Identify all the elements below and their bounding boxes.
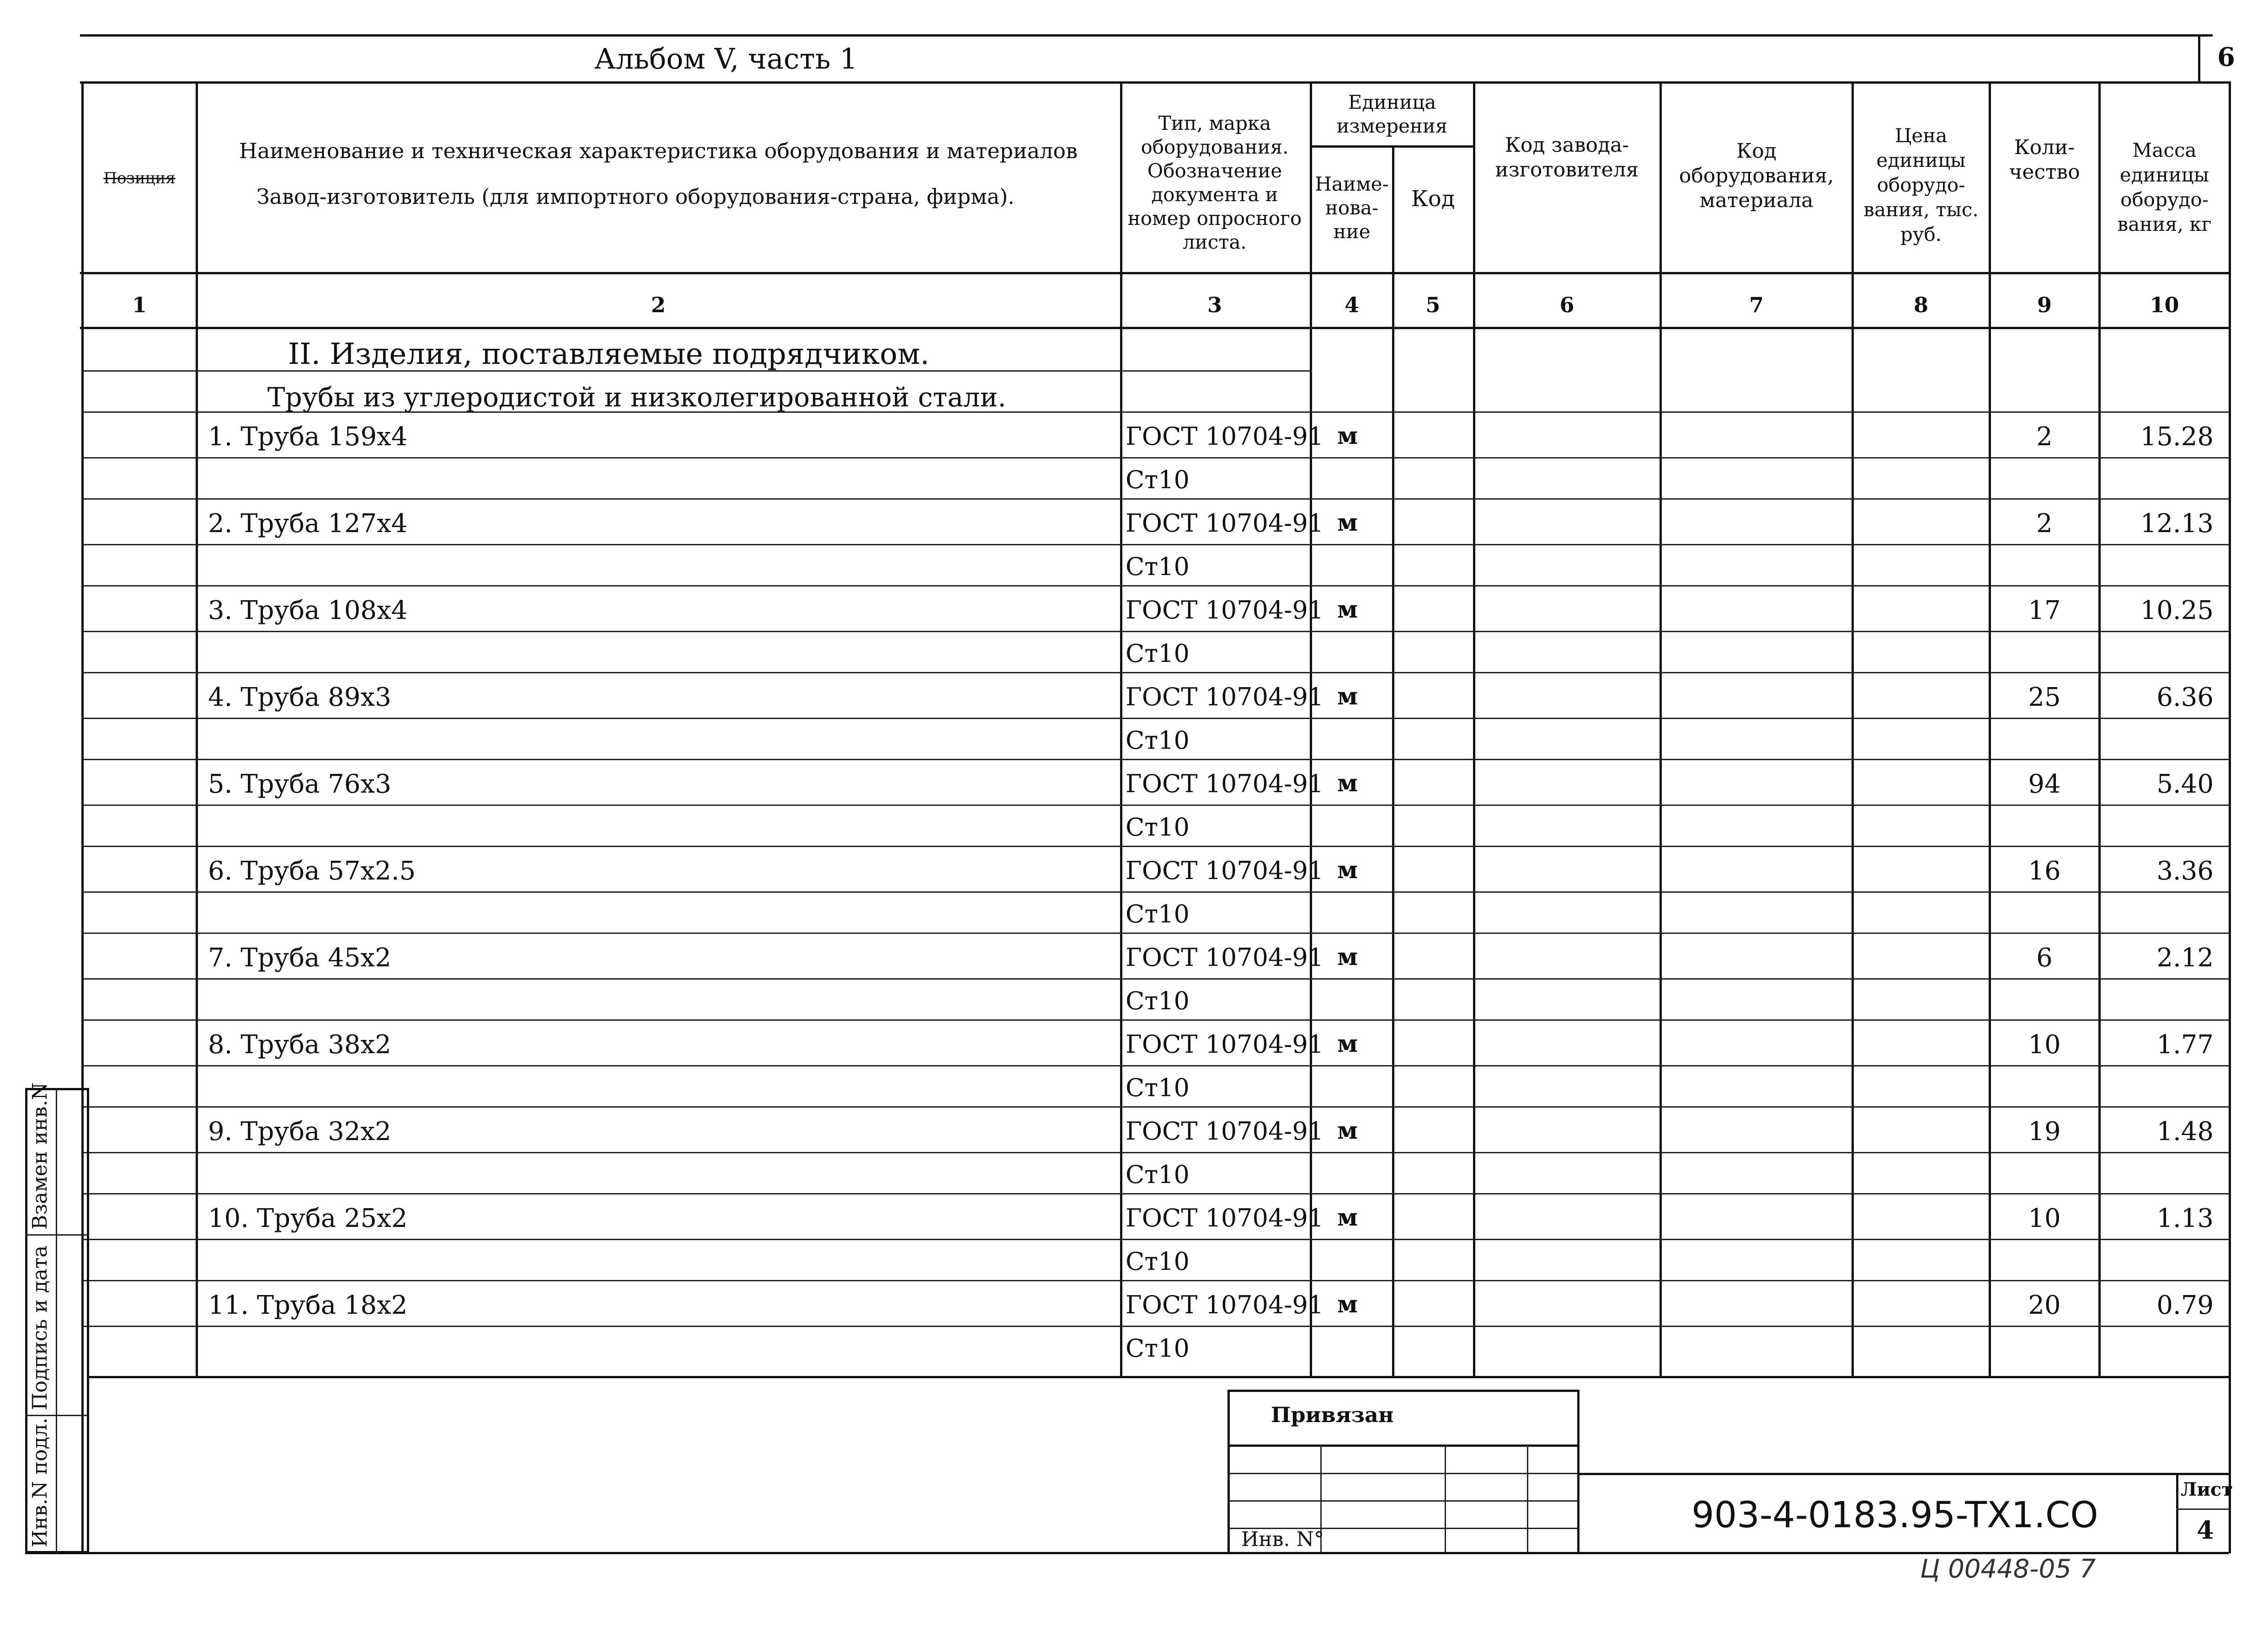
- row-line: [82, 978, 2229, 980]
- item-name: 2. Труба 127x4: [208, 509, 408, 538]
- item-unit: м: [1337, 1204, 1358, 1231]
- item-unit: м: [1337, 856, 1358, 884]
- item-material: Cт10: [1126, 1073, 1190, 1102]
- col2-header-line1: Наименование и техническая характеристика оборудования и материалов: [239, 139, 1078, 163]
- row-line: [82, 498, 2229, 500]
- col3-header: Тип, марка оборудования. Обозначение документа и номер опросного листа.: [1127, 112, 1302, 253]
- sheet-number: 4: [2197, 1515, 2214, 1545]
- col-line-8: [1989, 81, 1991, 1377]
- item-qty: 20: [2028, 1290, 2061, 1320]
- row-line: [82, 1065, 2229, 1066]
- handwritten-code: Ц 00448-05 7: [1920, 1554, 2096, 1584]
- item-name: 5. Труба 76x3: [208, 769, 391, 799]
- col-line-2: [1120, 81, 1122, 1377]
- item-material: Cт10: [1126, 986, 1190, 1015]
- section-title: II. Изделия, поставляемые подрядчиком.: [288, 337, 930, 371]
- colnum-2: 2: [651, 293, 666, 317]
- sheet-box-left: [2176, 1473, 2178, 1553]
- item-mass: 1.13: [2156, 1204, 2214, 1233]
- top-rule: [80, 34, 2213, 37]
- item-doc: ГОСТ 10704-91: [1126, 1204, 1324, 1232]
- item-material: Cт10: [1126, 639, 1190, 668]
- row-line: [82, 1326, 2229, 1327]
- item-material: Cт10: [1126, 900, 1190, 928]
- item-unit: м: [1337, 1030, 1358, 1058]
- item-material: Cт10: [1126, 813, 1190, 842]
- side-label-signature: Подпись и дата: [28, 1245, 52, 1410]
- item-material: Cт10: [1126, 1334, 1190, 1363]
- row-line: [82, 1019, 2229, 1021]
- document-designation: 903-4-0183.95-TX1.CO: [1692, 1495, 2098, 1536]
- side-stamp-divider: [56, 1088, 57, 1553]
- side-label-inv-orig: Инв.N подл.: [28, 1418, 52, 1547]
- col4-header: Наиме-нова-ние: [1315, 173, 1389, 243]
- item-doc: ГОСТ 10704-91: [1126, 682, 1324, 711]
- row-line: [82, 805, 2229, 806]
- item-mass: 12.13: [2140, 509, 2214, 538]
- row-line: [82, 672, 2229, 673]
- item-name: 11. Труба 18x2: [208, 1290, 408, 1320]
- item-unit: м: [1337, 1117, 1358, 1145]
- table-top: [80, 81, 2229, 84]
- row-line: [82, 891, 2229, 893]
- colnum-6: 6: [1559, 293, 1574, 317]
- item-mass: 1.48: [2156, 1117, 2214, 1146]
- item-qty: 10: [2028, 1030, 2061, 1060]
- row-line: [82, 1193, 2229, 1194]
- item-mass: 2.12: [2156, 943, 2214, 973]
- item-doc: ГОСТ 10704-91: [1126, 1290, 1324, 1319]
- col10-header: Масса единицы оборудо-вания, кг: [2117, 139, 2212, 235]
- row-line: [82, 631, 2229, 632]
- side-stamp-line-2: [25, 1415, 89, 1416]
- item-doc: ГОСТ 10704-91: [1126, 1117, 1324, 1146]
- item-mass: 3.36: [2156, 856, 2214, 886]
- colnum-5: 5: [1425, 293, 1441, 317]
- item-qty: 6: [2036, 943, 2053, 973]
- col6-header: Код завода-изготовителя: [1495, 133, 1639, 181]
- colnum-9: 9: [2037, 293, 2052, 317]
- item-doc: ГОСТ 10704-91: [1126, 769, 1324, 798]
- item-name: 3. Труба 108x4: [208, 596, 408, 625]
- col-line-9: [2098, 81, 2101, 1377]
- item-material: Cт10: [1126, 465, 1190, 494]
- stamp-linked-label: Привязан: [1271, 1402, 1394, 1427]
- item-unit: м: [1337, 422, 1358, 450]
- row-line: [82, 411, 2229, 413]
- item-doc: ГОСТ 10704-91: [1126, 596, 1324, 624]
- row-line: [82, 457, 2229, 458]
- item-name: 8. Труба 38x2: [208, 1030, 391, 1060]
- unit-group-header: Единица измерения: [1336, 91, 1448, 137]
- item-doc: ГОСТ 10704-91: [1126, 943, 1324, 972]
- sheet-box-divider: [2176, 1508, 2229, 1510]
- col-line-1: [196, 81, 198, 1377]
- col-line-right: [2229, 81, 2231, 1553]
- row-line: [82, 1106, 2229, 1108]
- row-line: [82, 544, 2229, 545]
- col-line-4: [1392, 145, 1394, 1377]
- row-line: [82, 1280, 2229, 1281]
- item-name: 7. Труба 45x2: [208, 943, 391, 973]
- item-name: 1. Труба 159x4: [208, 422, 408, 452]
- row-line: [82, 846, 2229, 847]
- item-doc: ГОСТ 10704-91: [1126, 422, 1324, 451]
- item-qty: 25: [2028, 682, 2061, 712]
- item-unit: м: [1337, 943, 1358, 971]
- item-unit: м: [1337, 682, 1358, 710]
- item-mass: 5.40: [2156, 769, 2214, 799]
- side-stamp-line-1: [25, 1234, 89, 1236]
- item-material: Cт10: [1126, 726, 1190, 755]
- item-qty: 2: [2036, 422, 2053, 452]
- stamp-inv-label: Инв. N°: [1241, 1528, 1324, 1551]
- stamp-vline-2: [1445, 1444, 1446, 1552]
- col-line-5: [1473, 81, 1475, 1377]
- colnum-4: 4: [1344, 293, 1359, 317]
- col-line-7: [1852, 81, 1854, 1377]
- item-qty: 2: [2036, 509, 2053, 538]
- colnum-1: 1: [132, 293, 147, 317]
- stamp-vline-3: [1527, 1444, 1528, 1552]
- table-header-bottom: [80, 272, 2229, 274]
- page-bottom: [25, 1552, 2229, 1554]
- colnum-3: 3: [1207, 293, 1222, 317]
- item-unit: м: [1337, 769, 1358, 797]
- row-line: [82, 1239, 2229, 1240]
- colnum-bottom: [80, 327, 2229, 329]
- table-bottom: [89, 1376, 2229, 1378]
- colnum-10: 10: [2150, 293, 2179, 317]
- item-material: Cт10: [1126, 1247, 1190, 1276]
- item-material: Cт10: [1126, 552, 1190, 581]
- colnum-7: 7: [1749, 293, 1764, 317]
- item-mass: 10.25: [2140, 596, 2214, 625]
- item-name: 4. Труба 89x3: [208, 682, 391, 712]
- item-qty: 94: [2028, 769, 2061, 799]
- col2-header-line2: Завод-изготовитель (для импортного оборудования-страна, фирма).: [256, 184, 1015, 209]
- item-qty: 17: [2028, 596, 2061, 625]
- page-number: 6: [2217, 42, 2235, 72]
- item-material: Cт10: [1126, 1160, 1190, 1189]
- item-unit: м: [1337, 596, 1358, 624]
- row-line: [82, 585, 2229, 586]
- col7-header: Код оборудования, материала: [1679, 139, 1834, 212]
- item-qty: 19: [2028, 1117, 2061, 1146]
- side-label-replace: Взамен инв.N: [28, 1082, 52, 1230]
- unit-group-divider: [1310, 145, 1474, 148]
- item-mass: 6.36: [2156, 682, 2214, 712]
- row-line: [82, 718, 2229, 719]
- item-name: 9. Труба 32x2: [208, 1117, 391, 1146]
- item-doc: ГОСТ 10704-91: [1126, 856, 1324, 885]
- row-line: [82, 759, 2229, 760]
- col8-header: Цена единицы оборудо-вания, тыс. руб.: [1863, 124, 1979, 245]
- subsection-title: Трубы из углеродистой и низколегированной стали.: [267, 382, 1006, 413]
- col9-header: Коли-чество: [2009, 136, 2080, 184]
- item-mass: 1.77: [2156, 1030, 2214, 1060]
- row-line: [82, 1152, 2229, 1153]
- col-line-3: [1310, 81, 1312, 1377]
- item-doc: ГОСТ 10704-91: [1126, 1030, 1324, 1059]
- item-mass: 0.79: [2156, 1290, 2214, 1320]
- row-line-section: [82, 370, 1312, 372]
- col-line-6: [1660, 81, 1662, 1377]
- stamp-right-line: [1580, 1473, 2229, 1475]
- row-line: [82, 933, 2229, 934]
- item-qty: 10: [2028, 1204, 2061, 1233]
- page-number-box-left: [2198, 34, 2200, 82]
- item-name: 10. Труба 25x2: [208, 1204, 408, 1233]
- item-name: 6. Труба 57x2.5: [208, 856, 416, 886]
- album-title: Альбом V, часть 1: [594, 42, 858, 75]
- item-unit: м: [1337, 509, 1358, 537]
- item-unit: м: [1337, 1290, 1358, 1318]
- item-qty: 16: [2028, 856, 2061, 886]
- sheet-label: Лист: [2181, 1479, 2233, 1500]
- item-mass: 15.28: [2140, 422, 2214, 452]
- col1-header: Позиция: [103, 169, 176, 187]
- colnum-8: 8: [1913, 293, 1928, 317]
- col5-header: Код: [1411, 186, 1455, 212]
- item-doc: ГОСТ 10704-91: [1126, 509, 1324, 538]
